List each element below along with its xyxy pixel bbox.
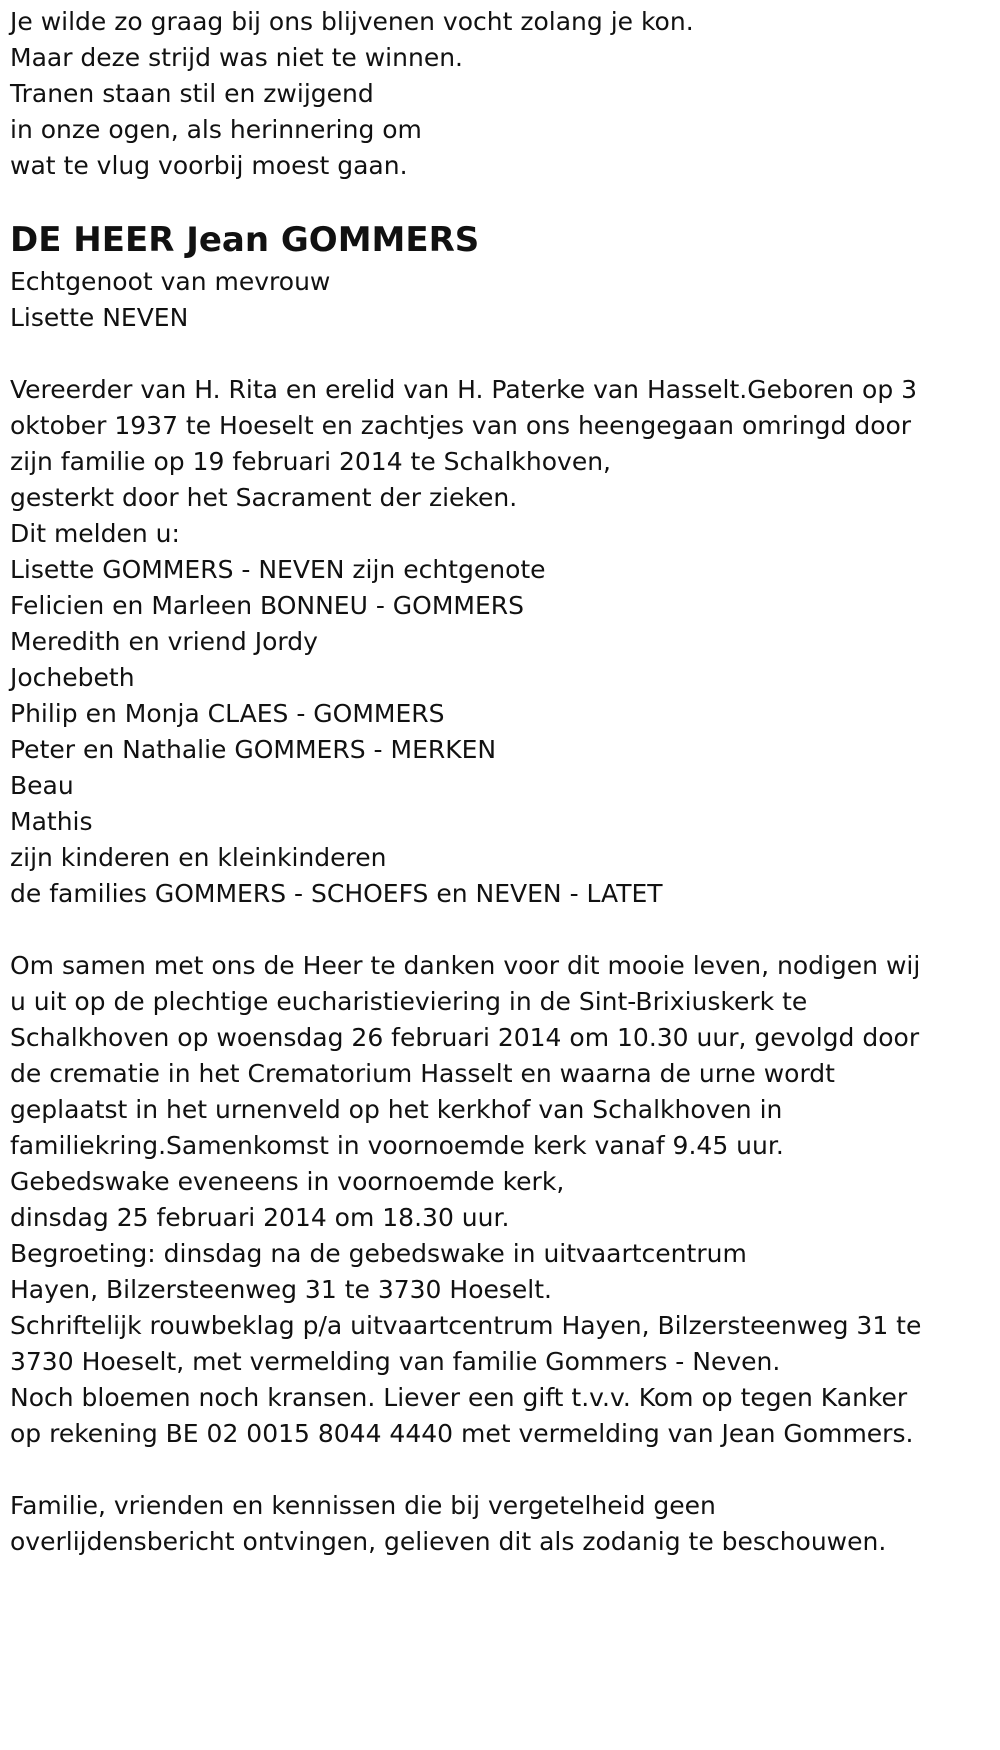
closing-line: overlijdensbericht ontvingen, gelieven dit als zodanig te beschouwen. <box>10 1527 887 1556</box>
family-member-line: Meredith en vriend Jordy <box>10 627 318 656</box>
biography-section <box>10 372 995 912</box>
biography-line: Vereerder van H. Rita en erelid van H. Paterke van Hasselt.Geboren op 3 <box>10 375 918 404</box>
family-member-line: Peter en Nathalie GOMMERS - MERKEN <box>10 735 497 764</box>
service-line: Begroeting: dinsdag na de gebedswake in uitvaartcentrum <box>10 1239 747 1268</box>
family-member-line: Felicien en Marleen BONNEU - GOMMERS <box>10 591 525 620</box>
announcement-intro: Dit melden u: <box>10 519 180 548</box>
service-line: Hayen, Bilzersteenweg 31 te 3730 Hoeselt. <box>10 1275 552 1304</box>
service-line: Schriftelijk rouwbeklag p/a uitvaartcentrum Hayen, Bilzersteenweg 31 te <box>10 1311 922 1340</box>
service-line: Gebedswake eveneens in voornoemde kerk, <box>10 1167 565 1196</box>
service-line: op rekening BE 02 0015 8044 4440 met vermelding van Jean Gommers. <box>10 1419 914 1448</box>
service-line: 3730 Hoeselt, met vermelding van familie Gommers - Neven. <box>10 1347 781 1376</box>
family-member-line: Philip en Monja CLAES - GOMMERS <box>10 699 445 728</box>
spouse-section <box>10 264 995 336</box>
service-section <box>10 948 995 1452</box>
poem-line: wat te vlug voorbij moest gaan. <box>10 151 408 180</box>
service-line: Schalkhoven op woensdag 26 februari 2014 om 10.30 uur, gevolgd door <box>10 1023 920 1052</box>
service-line: de crematie in het Crematorium Hasselt en waarna de urne wordt <box>10 1059 835 1088</box>
spacer <box>10 336 995 372</box>
poem-line: Tranen staan stil en zwijgend <box>10 79 374 108</box>
service-line: familiekring.Samenkomst in voornoemde kerk vanaf 9.45 uur. <box>10 1131 784 1160</box>
spacer <box>10 1452 995 1488</box>
biography-line: oktober 1937 te Hoeselt en zachtjes van ons heengegaan omringd door <box>10 411 912 440</box>
service-line: u uit op de plechtige eucharistieviering in de Sint-Brixiuskerk te <box>10 987 808 1016</box>
poem-line: Maar deze strijd was niet te winnen. <box>10 43 463 72</box>
poem-line: in onze ogen, als herinnering om <box>10 115 422 144</box>
service-line: Noch bloemen noch kransen. Liever een gift t.v.v. Kom op tegen Kanker <box>10 1383 908 1412</box>
biography-line: zijn familie op 19 februari 2014 te Schalkhoven, <box>10 447 611 476</box>
obituary-document <box>10 4 995 1560</box>
service-line: geplaatst in het urnenveld op het kerkhof van Schalkhoven in <box>10 1095 783 1124</box>
family-member-line: Jochebeth <box>10 663 135 692</box>
poem-line: Je wilde zo graag bij ons blijvenen vocht zolang je kon. <box>10 7 694 36</box>
spouse-line: Lisette NEVEN <box>10 303 189 332</box>
poem-section <box>10 4 995 184</box>
family-member-line: Mathis <box>10 807 93 836</box>
family-member-line: Beau <box>10 771 74 800</box>
biography-line: gesterkt door het Sacrament der zieken. <box>10 483 518 512</box>
closing-section <box>10 1488 995 1560</box>
family-member-line: Lisette GOMMERS - NEVEN zijn echtgenote <box>10 555 546 584</box>
family-member-line: de families GOMMERS - SCHOEFS en NEVEN - LATET <box>10 879 663 908</box>
service-line: Om samen met ons de Heer te danken voor dit mooie leven, nodigen wij <box>10 951 921 980</box>
spacer <box>10 912 995 948</box>
deceased-name: DE HEER Jean GOMMERS <box>10 220 480 260</box>
closing-line: Familie, vrienden en kennissen die bij vergetelheid geen <box>10 1491 716 1520</box>
spouse-line: Echtgenoot van mevrouw <box>10 267 331 296</box>
service-line: dinsdag 25 februari 2014 om 18.30 uur. <box>10 1203 510 1232</box>
family-member-line: zijn kinderen en kleinkinderen <box>10 843 387 872</box>
